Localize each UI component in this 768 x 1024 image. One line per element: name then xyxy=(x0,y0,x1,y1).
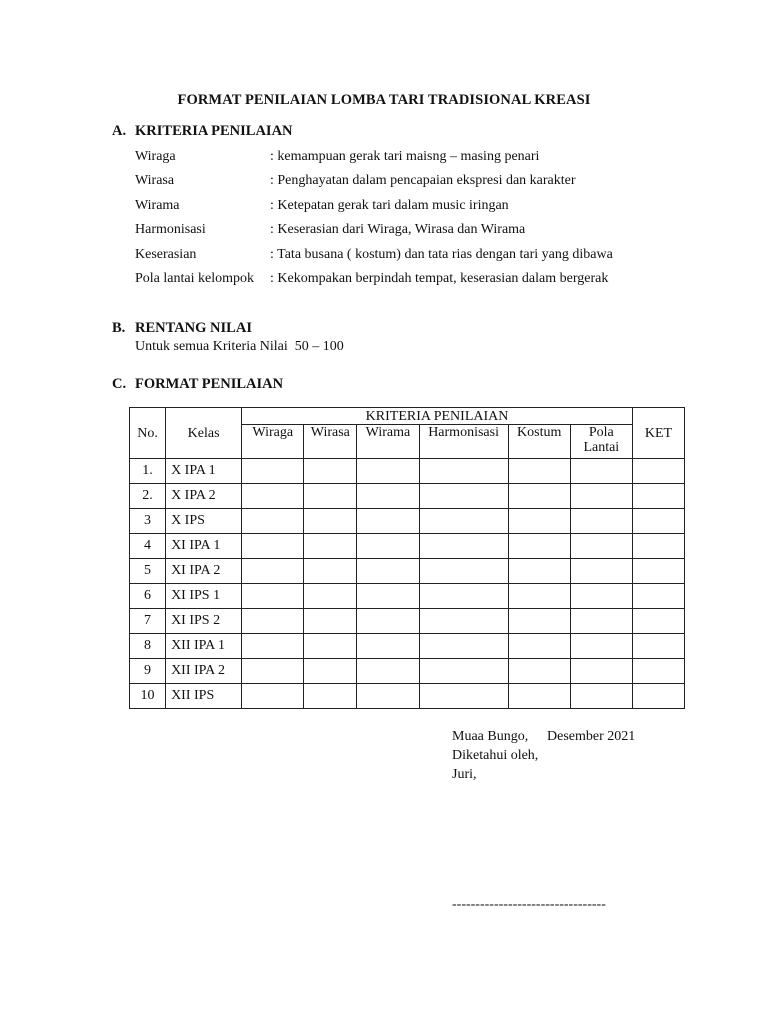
criteria-name: Keserasian xyxy=(135,247,197,262)
ket-cell[interactable] xyxy=(632,459,684,484)
row-kelas: X IPS xyxy=(166,509,242,534)
score-cell[interactable] xyxy=(419,634,508,659)
row-number: 8 xyxy=(130,634,166,659)
score-cell[interactable] xyxy=(242,609,304,634)
criteria-name: Wiraga xyxy=(135,149,176,164)
section-c-heading xyxy=(112,376,283,393)
score-cell[interactable] xyxy=(570,509,632,534)
score-cell[interactable] xyxy=(570,634,632,659)
score-cell[interactable] xyxy=(508,484,570,509)
criteria-desc: : Kekompakan berpindah tempat, keserasian dalam bergerak xyxy=(270,271,609,286)
score-cell[interactable] xyxy=(357,484,419,509)
page-title: FORMAT PENILAIAN LOMBA TARI TRADISIONAL KREASI xyxy=(177,92,591,108)
header-no: No. xyxy=(130,408,166,459)
header-kelas: Kelas xyxy=(166,408,242,459)
table-row xyxy=(130,484,685,509)
score-cell[interactable] xyxy=(508,459,570,484)
header-pola-lantai: Pola Lantai xyxy=(570,425,632,459)
score-cell[interactable] xyxy=(570,609,632,634)
row-number: 3 xyxy=(130,509,166,534)
criteria-desc: : Tata busana ( kostum) dan tata rias dengan tari yang dibawa xyxy=(270,247,613,262)
section-a-heading xyxy=(112,123,293,140)
score-cell[interactable] xyxy=(304,459,357,484)
score-cell[interactable] xyxy=(508,509,570,534)
score-cell[interactable] xyxy=(508,684,570,709)
score-cell[interactable] xyxy=(570,584,632,609)
score-cell[interactable] xyxy=(570,659,632,684)
score-cell[interactable] xyxy=(419,534,508,559)
section-c-letter: C. xyxy=(112,376,127,392)
section-a-title: KRITERIA PENILAIAN xyxy=(135,123,293,139)
score-cell[interactable] xyxy=(357,509,419,534)
table-row xyxy=(130,659,685,684)
score-cell[interactable] xyxy=(304,609,357,634)
score-cell[interactable] xyxy=(242,584,304,609)
score-cell[interactable] xyxy=(570,459,632,484)
row-kelas: XI IPA 2 xyxy=(166,559,242,584)
header-criteria-group: KRITERIA PENILAIAN xyxy=(242,408,633,425)
score-cell[interactable] xyxy=(242,659,304,684)
criteria-name: Wirama xyxy=(135,198,180,213)
row-number: 7 xyxy=(130,609,166,634)
score-cell[interactable] xyxy=(304,659,357,684)
score-cell[interactable] xyxy=(508,534,570,559)
row-number: 4 xyxy=(130,534,166,559)
score-cell[interactable] xyxy=(419,609,508,634)
score-cell[interactable] xyxy=(304,484,357,509)
header-wiraga: Wiraga xyxy=(242,425,304,459)
score-cell[interactable] xyxy=(419,509,508,534)
score-cell[interactable] xyxy=(570,534,632,559)
score-cell[interactable] xyxy=(357,634,419,659)
score-cell[interactable] xyxy=(419,684,508,709)
score-cell[interactable] xyxy=(419,659,508,684)
score-cell[interactable] xyxy=(570,559,632,584)
header-ket: KET xyxy=(632,408,684,459)
table-row xyxy=(130,584,685,609)
row-kelas: XII IPA 2 xyxy=(166,659,242,684)
score-cell[interactable] xyxy=(357,459,419,484)
score-cell[interactable] xyxy=(508,659,570,684)
score-cell[interactable] xyxy=(304,684,357,709)
criteria-name: Wirasa xyxy=(135,173,175,188)
signature-role: Juri, xyxy=(452,767,477,782)
score-cell[interactable] xyxy=(357,684,419,709)
row-number: 5 xyxy=(130,559,166,584)
header-wirama: Wirama xyxy=(357,425,419,459)
score-cell[interactable] xyxy=(570,684,632,709)
row-kelas: X IPA 1 xyxy=(166,459,242,484)
row-kelas: XII IPA 1 xyxy=(166,634,242,659)
assessment-table xyxy=(129,407,685,709)
row-kelas: XI IPS 2 xyxy=(166,609,242,634)
criteria-name: Harmonisasi xyxy=(135,222,206,237)
score-cell[interactable] xyxy=(419,584,508,609)
score-cell[interactable] xyxy=(508,559,570,584)
ket-cell[interactable] xyxy=(632,509,684,534)
signature-line: --------------------------------- xyxy=(452,897,606,912)
row-number: 10 xyxy=(130,684,166,709)
criteria-desc: : Penghayatan dalam pencapaian ekspresi dan karakter xyxy=(270,173,576,188)
score-cell[interactable] xyxy=(242,534,304,559)
row-kelas: X IPA 2 xyxy=(166,484,242,509)
score-cell[interactable] xyxy=(357,659,419,684)
score-cell[interactable] xyxy=(357,609,419,634)
score-cell[interactable] xyxy=(304,559,357,584)
table-row xyxy=(130,634,685,659)
ket-cell[interactable] xyxy=(632,634,684,659)
criteria-desc: : kemampuan gerak tari maisng – masing penari xyxy=(270,149,540,164)
table-row xyxy=(130,559,685,584)
table-row xyxy=(130,609,685,634)
score-cell[interactable] xyxy=(419,459,508,484)
score-cell[interactable] xyxy=(242,684,304,709)
header-kostum: Kostum xyxy=(508,425,570,459)
score-cell[interactable] xyxy=(419,484,508,509)
score-cell[interactable] xyxy=(304,634,357,659)
section-a-letter: A. xyxy=(112,123,127,139)
score-cell[interactable] xyxy=(304,584,357,609)
score-cell[interactable] xyxy=(242,459,304,484)
score-cell[interactable] xyxy=(242,559,304,584)
section-b-title: RENTANG NILAI xyxy=(135,320,252,336)
score-cell[interactable] xyxy=(357,584,419,609)
ket-cell[interactable] xyxy=(632,659,684,684)
score-cell[interactable] xyxy=(508,634,570,659)
ket-cell[interactable] xyxy=(632,534,684,559)
ket-cell[interactable] xyxy=(632,559,684,584)
score-cell[interactable] xyxy=(570,484,632,509)
row-number: 6 xyxy=(130,584,166,609)
criteria-desc: : Keserasian dari Wiraga, Wirasa dan Wirama xyxy=(270,222,526,237)
table-row xyxy=(130,509,685,534)
signature-known-by: Diketahui oleh, xyxy=(452,748,539,763)
row-number: 2. xyxy=(130,484,166,509)
score-cell[interactable] xyxy=(419,559,508,584)
score-cell[interactable] xyxy=(357,534,419,559)
header-harmonisasi: Harmonisasi xyxy=(419,425,508,459)
ket-cell[interactable] xyxy=(632,684,684,709)
row-kelas: XII IPS xyxy=(166,684,242,709)
row-number: 1. xyxy=(130,459,166,484)
section-b-heading xyxy=(112,320,252,337)
score-cell[interactable] xyxy=(242,509,304,534)
ket-cell[interactable] xyxy=(632,609,684,634)
score-cell[interactable] xyxy=(242,484,304,509)
row-number: 9 xyxy=(130,659,166,684)
ket-cell[interactable] xyxy=(632,484,684,509)
row-kelas: XI IPS 1 xyxy=(166,584,242,609)
criteria-desc: : Ketepatan gerak tari dalam music iringan xyxy=(270,198,509,213)
ket-cell[interactable] xyxy=(632,584,684,609)
table-row xyxy=(130,684,685,709)
header-wirasa: Wirasa xyxy=(304,425,357,459)
score-cell[interactable] xyxy=(304,509,357,534)
section-c-title: FORMAT PENILAIAN xyxy=(135,376,284,392)
row-kelas: XI IPA 1 xyxy=(166,534,242,559)
range-text: Untuk semua Kriteria Nilai 50 – 100 xyxy=(135,339,344,354)
section-b-letter: B. xyxy=(112,320,126,336)
signature-place: Muaa Bungo, xyxy=(452,729,529,744)
signature-date: Desember 2021 xyxy=(547,729,636,744)
score-cell[interactable] xyxy=(242,634,304,659)
criteria-name: Pola lantai kelompok xyxy=(135,271,254,286)
score-cell[interactable] xyxy=(304,534,357,559)
score-cell[interactable] xyxy=(357,559,419,584)
table-row xyxy=(130,459,685,484)
table-row xyxy=(130,534,685,559)
score-cell[interactable] xyxy=(508,584,570,609)
score-cell[interactable] xyxy=(508,609,570,634)
